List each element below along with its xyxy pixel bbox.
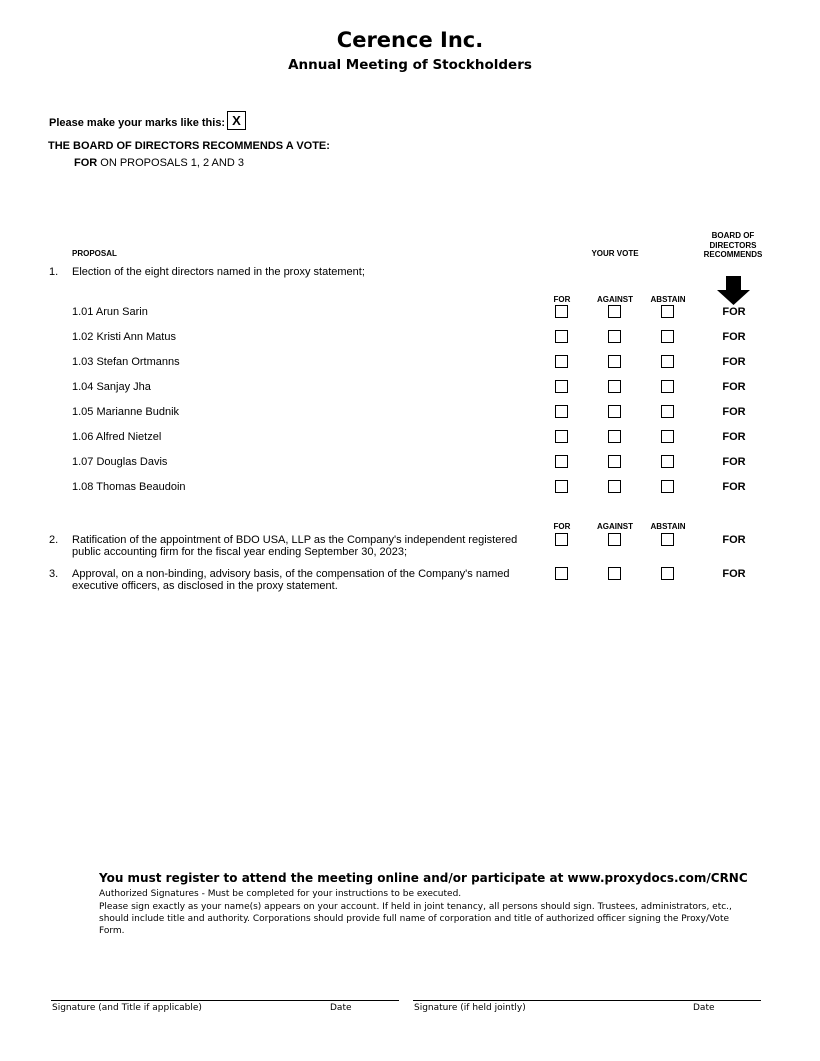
proposal-1-text: Election of the eight directors named in the proxy statement; (72, 266, 365, 278)
nominee-against-checkbox[interactable] (608, 430, 621, 443)
nominee-board-recommendation: FOR (722, 406, 746, 418)
arrow-down-icon (716, 276, 751, 306)
nominee-abstain-checkbox[interactable] (661, 480, 674, 493)
board-recommendation-line (74, 157, 244, 169)
nominee-abstain-checkbox[interactable] (661, 330, 674, 343)
for-rest: ON PROPOSALS 1, 2 AND 3 (97, 157, 244, 169)
nominee-against-checkbox[interactable] (608, 455, 621, 468)
nominee-board-recommendation: FOR (722, 331, 746, 343)
vote-abstain-label: ABSTAIN (650, 295, 686, 304)
authorized-signatures-note: Authorized Signatures - Must be completed for your instructions to be executed. (99, 889, 462, 899)
nominee-for-checkbox[interactable] (555, 380, 568, 393)
proposal-3-for-checkbox[interactable] (555, 567, 568, 580)
nominee-label: 1.03 Stefan Ortmanns (72, 356, 180, 368)
proposal-2-abstain-checkbox[interactable] (661, 533, 674, 546)
signature-line-2[interactable] (413, 1000, 761, 1001)
nominee-against-checkbox[interactable] (608, 305, 621, 318)
board-header-line1: BOARD OF (711, 231, 755, 240)
mark-instruction: Please make your marks like this: (49, 117, 226, 129)
proposal-3-text (72, 568, 509, 592)
nominee-against-checkbox[interactable] (608, 355, 621, 368)
vote-for-label: FOR (553, 295, 571, 304)
nominee-label: 1.08 Thomas Beaudoin (72, 481, 186, 493)
nominee-against-checkbox[interactable] (608, 480, 621, 493)
proposal-2-against-checkbox[interactable] (608, 533, 621, 546)
nominee-board-recommendation: FOR (722, 456, 746, 468)
proposal-2-number: 2. (49, 534, 59, 546)
board-header-line2: DIRECTORS (709, 240, 757, 250)
board-recommendation-heading: THE BOARD OF DIRECTORS RECOMMENDS A VOTE: (48, 140, 330, 152)
nominee-for-checkbox[interactable] (555, 405, 568, 418)
proposal-column-header: PROPOSAL (72, 249, 117, 258)
proposal-1-number: 1. (49, 266, 59, 278)
nominee-label: 1.02 Kristi Ann Matus (72, 331, 176, 343)
proposal-2-text (72, 534, 517, 558)
date-1-label: Date (330, 1003, 352, 1013)
nominee-for-checkbox[interactable] (555, 355, 568, 368)
nominee-label: 1.05 Marianne Budnik (72, 406, 180, 418)
nominee-label: 1.01 Arun Sarin (72, 306, 148, 318)
vote-against-label: AGAINST (597, 522, 633, 531)
nominee-label: 1.04 Sanjay Jha (72, 381, 151, 393)
document-subtitle: Annual Meeting of Stockholders (288, 57, 532, 73)
nominee-against-checkbox[interactable] (608, 330, 621, 343)
proposal-2-line1: Ratification of the appointment of BDO USA, LLP as the Company's independent registered (72, 534, 518, 546)
board-recommends-column-header (698, 231, 768, 260)
proposal-2-board-recommendation: FOR (722, 534, 746, 546)
nominee-board-recommendation: FOR (722, 381, 746, 393)
your-vote-column-header: YOUR VOTE (591, 249, 639, 258)
nominee-board-recommendation: FOR (722, 481, 746, 493)
signing-instructions-line2: should include title and authority. Corporations should provide full name of corporation and title of authorized officer signing the Proxy/Vote (99, 914, 730, 924)
proposal-2-for-checkbox[interactable] (555, 533, 568, 546)
signing-instructions-line3: Form. (99, 926, 125, 936)
signing-instructions-line1: Please sign exactly as your name(s) appears on your account. If held in joint tenancy, all persons should sign. Trustees, administrators, etc., (99, 902, 732, 912)
vote-for-label: FOR (553, 522, 571, 531)
proposal-3-abstain-checkbox[interactable] (661, 567, 674, 580)
nominee-abstain-checkbox[interactable] (661, 380, 674, 393)
nominee-abstain-checkbox[interactable] (661, 355, 674, 368)
signature-2-label: Signature (if held jointly) (414, 1003, 526, 1013)
proposal-3-line2: executive officers, as disclosed in the proxy statement. (72, 580, 338, 592)
nominee-abstain-checkbox[interactable] (661, 455, 674, 468)
registration-notice: You must register to attend the meeting online and/or participate at www.proxydocs.com/CRNC (99, 871, 748, 885)
document-title: Cerence Inc. (336, 28, 484, 52)
mark-example-box: X (227, 111, 246, 130)
signature-line-1[interactable] (51, 1000, 399, 1001)
vote-abstain-label: ABSTAIN (650, 522, 686, 531)
signature-1-label: Signature (and Title if applicable) (52, 1003, 202, 1013)
board-header-line3: RECOMMENDS (703, 250, 763, 259)
proposal-3-number: 3. (49, 568, 59, 580)
nominee-label: 1.07 Douglas Davis (72, 456, 168, 468)
nominee-for-checkbox[interactable] (555, 480, 568, 493)
proposal-3-line1: Approval, on a non-binding, advisory basis, of the compensation of the Company's named (72, 568, 510, 580)
nominee-board-recommendation: FOR (722, 306, 746, 318)
nominee-for-checkbox[interactable] (555, 430, 568, 443)
nominee-for-checkbox[interactable] (555, 455, 568, 468)
vote-against-label: AGAINST (597, 295, 633, 304)
nominee-for-checkbox[interactable] (555, 305, 568, 318)
proposal-3-board-recommendation: FOR (722, 568, 746, 580)
nominee-for-checkbox[interactable] (555, 330, 568, 343)
nominee-board-recommendation: FOR (722, 356, 746, 368)
nominee-against-checkbox[interactable] (608, 380, 621, 393)
nominee-board-recommendation: FOR (722, 431, 746, 443)
nominee-abstain-checkbox[interactable] (661, 405, 674, 418)
nominee-against-checkbox[interactable] (608, 405, 621, 418)
for-bold: FOR (74, 157, 98, 169)
proposal-2-line2: public accounting firm for the fiscal year ending September 30, 2023; (72, 546, 408, 558)
nominee-abstain-checkbox[interactable] (661, 305, 674, 318)
date-2-label: Date (693, 1003, 715, 1013)
signing-instructions (99, 901, 739, 937)
nominee-label: 1.06 Alfred Nietzel (72, 431, 162, 443)
proposal-3-against-checkbox[interactable] (608, 567, 621, 580)
nominee-abstain-checkbox[interactable] (661, 430, 674, 443)
